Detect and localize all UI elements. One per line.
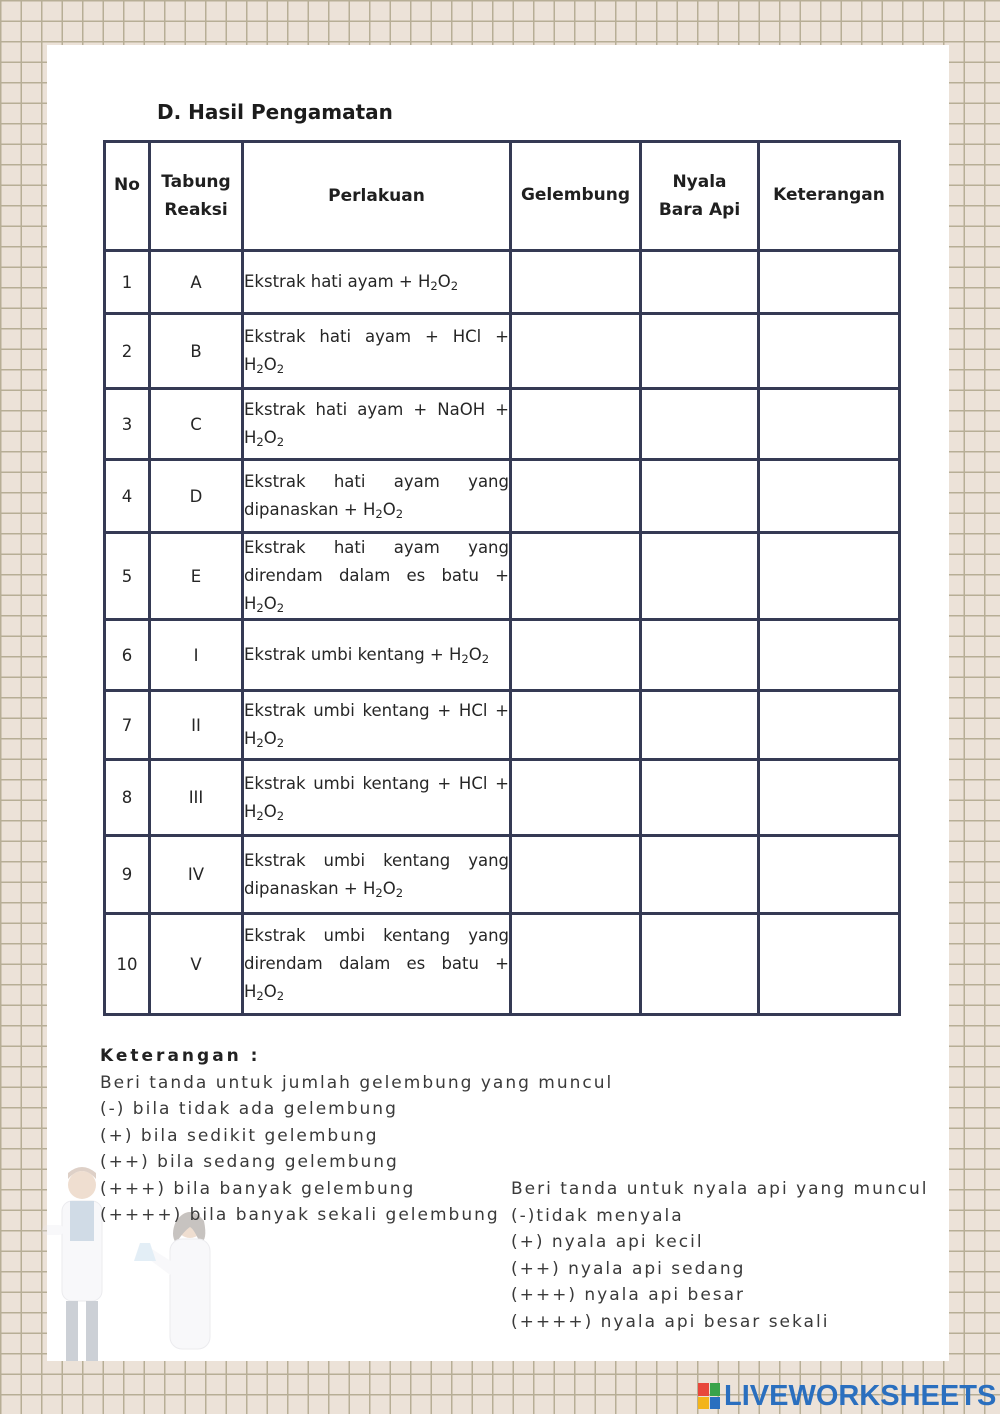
table-row bbox=[105, 691, 900, 760]
flame-entry-cell[interactable] bbox=[641, 389, 759, 460]
liveworksheets-logo-icon bbox=[698, 1383, 720, 1409]
tube-label: A bbox=[150, 251, 243, 314]
flame-entry-cell[interactable] bbox=[641, 460, 759, 533]
flame-legend-item: (+) nyala api kecil bbox=[511, 1232, 704, 1252]
logo-tile bbox=[698, 1383, 709, 1396]
bubble-legend-item: (-) bila tidak ada gelembung bbox=[100, 1099, 398, 1119]
row-number: 1 bbox=[105, 251, 150, 314]
treatment-text: Ekstrak umbi $kentang + H_2O_2$ bbox=[243, 620, 511, 691]
section-title: D. Hasil Pengamatan bbox=[157, 100, 393, 124]
flame-entry-cell[interactable] bbox=[641, 836, 759, 914]
tube-label: B bbox=[150, 314, 243, 389]
table-row bbox=[105, 620, 900, 691]
bubble-entry-cell[interactable] bbox=[511, 620, 641, 691]
treatment-text: Ekstrak umbi kentang + HCl + $H_2O_2$ bbox=[243, 760, 511, 836]
header-notes: Keterangan bbox=[759, 142, 900, 251]
notes-entry-cell[interactable] bbox=[759, 620, 900, 691]
header-bubbles: Gelembung bbox=[511, 142, 641, 251]
tube-label: E bbox=[150, 533, 243, 620]
row-number: 10 bbox=[105, 914, 150, 1015]
flame-legend bbox=[511, 1176, 928, 1335]
notes-entry-cell[interactable] bbox=[759, 314, 900, 389]
flame-entry-cell[interactable] bbox=[641, 914, 759, 1015]
logo-tile bbox=[698, 1397, 709, 1410]
header-treatment: Perlakuan bbox=[243, 142, 511, 251]
bubble-entry-cell[interactable] bbox=[511, 914, 641, 1015]
tube-label: II bbox=[150, 691, 243, 760]
table-row bbox=[105, 460, 900, 533]
bubble-entry-cell[interactable] bbox=[511, 760, 641, 836]
notes-entry-cell[interactable] bbox=[759, 836, 900, 914]
table-row bbox=[105, 251, 900, 314]
flame-legend-intro: Beri tanda untuk nyala api yang muncul bbox=[511, 1179, 929, 1199]
table-row bbox=[105, 389, 900, 460]
liveworksheets-logo[interactable] bbox=[698, 1380, 996, 1412]
bubble-entry-cell[interactable] bbox=[511, 460, 641, 533]
notes-entry-cell[interactable] bbox=[759, 251, 900, 314]
notes-entry-cell[interactable] bbox=[759, 460, 900, 533]
row-number: 4 bbox=[105, 460, 150, 533]
bubble-legend-intro: Beri tanda untuk jumlah gelembung yang muncul bbox=[100, 1072, 614, 1093]
bubble-entry-cell[interactable] bbox=[511, 533, 641, 620]
legend-heading: Keterangan : bbox=[100, 1046, 261, 1066]
tube-label: I bbox=[150, 620, 243, 691]
tube-label: III bbox=[150, 760, 243, 836]
bubble-entry-cell[interactable] bbox=[511, 836, 641, 914]
table-row bbox=[105, 914, 900, 1015]
table-row bbox=[105, 760, 900, 836]
flame-entry-cell[interactable] bbox=[641, 533, 759, 620]
row-number: 8 bbox=[105, 760, 150, 836]
flame-entry-cell[interactable] bbox=[641, 251, 759, 314]
flame-entry-cell[interactable] bbox=[641, 760, 759, 836]
treatment-text: Ekstrak hati ayam + $H_2O_2$ bbox=[243, 251, 511, 314]
table-row bbox=[105, 533, 900, 620]
row-number: 7 bbox=[105, 691, 150, 760]
header-tube: Tabung Reaksi bbox=[150, 142, 243, 251]
notes-entry-cell[interactable] bbox=[759, 914, 900, 1015]
observation-table bbox=[103, 140, 901, 1016]
header-row bbox=[105, 142, 900, 251]
tube-label: IV bbox=[150, 836, 243, 914]
tube-label: V bbox=[150, 914, 243, 1015]
notes-entry-cell[interactable] bbox=[759, 760, 900, 836]
row-number: 5 bbox=[105, 533, 150, 620]
bubble-legend-item: (+++) bila banyak gelembung bbox=[100, 1178, 416, 1199]
row-number: 6 bbox=[105, 620, 150, 691]
bubble-entry-cell[interactable] bbox=[511, 314, 641, 389]
treatment-text: Ekstrak umbi kentang yang direndam dalam es batu + $H_2O_2$ bbox=[243, 914, 511, 1015]
bubble-legend-item: (+) bila sedikit gelembung bbox=[100, 1125, 379, 1146]
header-flame: Nyala Bara Api bbox=[641, 142, 759, 251]
tube-label: D bbox=[150, 460, 243, 533]
flame-entry-cell[interactable] bbox=[641, 620, 759, 691]
row-number: 3 bbox=[105, 389, 150, 460]
flame-entry-cell[interactable] bbox=[641, 314, 759, 389]
notes-entry-cell[interactable] bbox=[759, 691, 900, 760]
flame-legend-item: (-)tidak menyala bbox=[511, 1205, 684, 1226]
logo-text: LIVEWORKSHEETS bbox=[724, 1379, 997, 1412]
treatment-text: Ekstrak umbi kentang yang dipanaskan + $H_2O_2$ bbox=[243, 836, 511, 914]
treatment-text: Ekstrak umbi kentang + HCl + $H_2O_2$ bbox=[243, 691, 511, 760]
logo-tile bbox=[710, 1383, 721, 1396]
header-no: No bbox=[105, 142, 150, 251]
bubble-entry-cell[interactable] bbox=[511, 251, 641, 314]
tube-label: C bbox=[150, 389, 243, 460]
table-row bbox=[105, 836, 900, 914]
row-number: 2 bbox=[105, 314, 150, 389]
flame-legend-item: (++++) nyala api besar sekali bbox=[511, 1311, 830, 1332]
treatment-text: Ekstrak hati ayam + HCl + $H_2O_2$ bbox=[243, 314, 511, 389]
bubble-legend-item: (++) bila sedang gelembung bbox=[100, 1152, 399, 1172]
treatment-text: Ekstrak hati ayam + NaOH + $H_2O_2$ bbox=[243, 389, 511, 460]
row-number: 9 bbox=[105, 836, 150, 914]
bubble-legend-item: (++++) bila banyak sekali gelembung bbox=[100, 1205, 500, 1225]
logo-tile bbox=[710, 1397, 721, 1410]
flame-legend-item: (+++) nyala api besar bbox=[511, 1285, 746, 1305]
treatment-text: Ekstrak hati ayam yang dipanaskan + $H_2O_2$ bbox=[243, 460, 511, 533]
bubble-entry-cell[interactable] bbox=[511, 389, 641, 460]
flame-legend-item: (++) nyala api sedang bbox=[511, 1258, 746, 1279]
flame-entry-cell[interactable] bbox=[641, 691, 759, 760]
notes-entry-cell[interactable] bbox=[759, 533, 900, 620]
notes-entry-cell[interactable] bbox=[759, 389, 900, 460]
treatment-text: Ekstrak hati ayam yang direndam dalam es batu + $H_2O_2$ bbox=[243, 533, 511, 620]
bubble-entry-cell[interactable] bbox=[511, 691, 641, 760]
table-row bbox=[105, 314, 900, 389]
